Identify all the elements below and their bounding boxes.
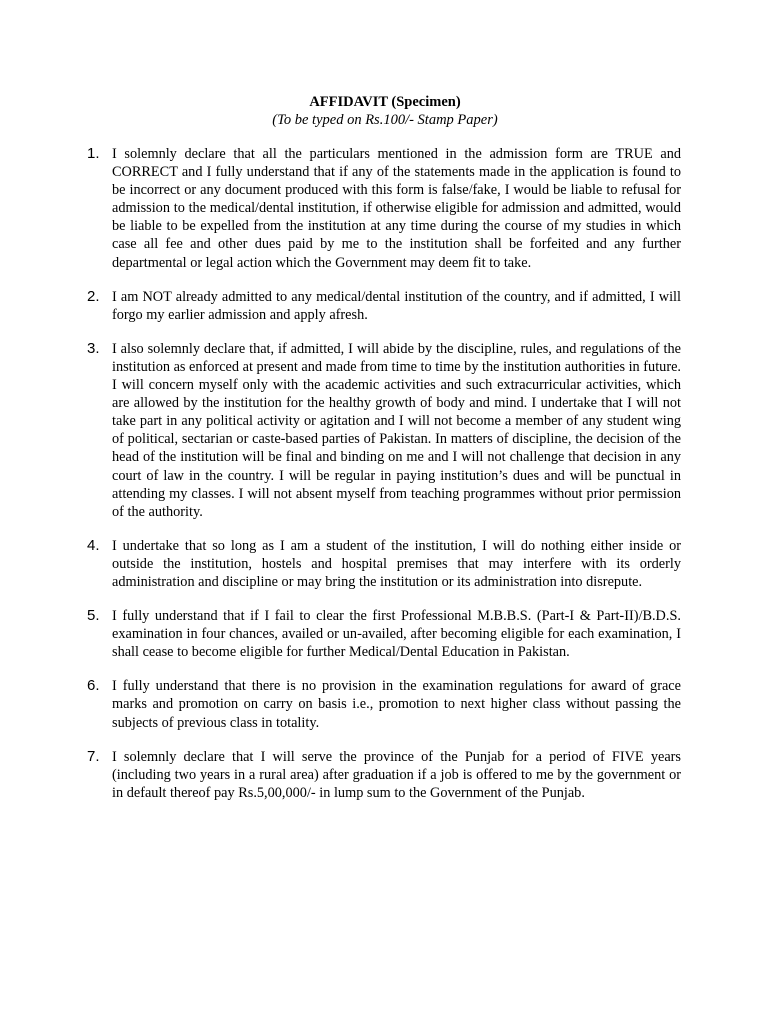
clause-number: 7.: [87, 747, 100, 765]
clause-number: 2.: [87, 287, 100, 305]
clause-list: [87, 145, 681, 818]
clause-number: 4.: [87, 536, 100, 554]
clause-number: 6.: [87, 677, 100, 695]
clause-number: 3.: [87, 339, 100, 357]
clause-number: 1.: [87, 145, 100, 162]
document-subtitle: (To be typed on Rs.100/- Stamp Paper): [272, 112, 498, 128]
clause-3: [87, 340, 681, 521]
clause-text: I solemnly declare that all the particulars mentioned in the admission form are TRUE and CORRECT and I fully understand that if any of the statements made in the application is found to be incorrect or any document produced with this form is false/fake, I would be liable to refusal for admission to the medical/dental institution, if otherwise eligible for admission and admitted, would be liable to be expelled from the institution at any time during the course of my studies in which case all fee and other dues paid by me to the institution shall be forfeited and any further departmental or legal action which the Government may deem fit to take.: [112, 146, 681, 271]
clause-4: [87, 537, 681, 591]
clause-5: [87, 607, 681, 661]
clause-2: [87, 288, 681, 324]
clause-6: [87, 677, 681, 731]
document-title: AFFIDAVIT (Specimen): [309, 94, 461, 110]
clause-text: I fully understand that there is no provision in the examination regulations for award of grace marks and promotion on carry on basis i.e., promotion to next higher class without passing the subjects of previous class in totality.: [112, 678, 681, 731]
clause-text: I am NOT already admitted to any medical/dental institution of the country, and if admitted, I will forgo my earlier admission and apply afresh.: [112, 288, 681, 323]
clause-text: I solemnly declare that I will serve the province of the Punjab for a period of FIVE years (including two years in a rural area) after graduation if a job is offered to me by the government or in default thereof pay Rs.5,00,000/- in lump sum to the Government of the Punjab.: [112, 748, 681, 801]
clause-1: [87, 145, 681, 272]
clause-text: I fully understand that if I fail to clear the first Professional M.B.B.S. (Part-I & Part-II)/B.D.S. examination in four chances, availed or un-availed, after becoming eligible for each examination, I shall cease to become eligible for further Medical/Dental Education in Pakistan.: [112, 608, 681, 661]
clause-number: 5.: [87, 607, 100, 625]
clause-text: I undertake that so long as I am a student of the institution, I will do nothing either inside or outside the institution, hostels and hospital premises that may interfere with its orderly administration and discipline or may bring the institution or its administration into disrepute.: [112, 537, 681, 590]
clause-7: [87, 748, 681, 802]
clause-text: I also solemnly declare that, if admitted, I will abide by the discipline, rules, and regulations of the institution as enforced at present and made from time to time by the institution authorities in future. I will concern myself only with the academic activities and such extracurricular activities, which are allowed by the institution for the healthy growth of body and mind. I undertake that I will not take part in any political activity or agitation and I will not become a member of any student wing of political, sectarian or caste-based parties of Pakistan. In matters of discipline, the decision of the head of the institution will be final and binding on me and I will not challenge that decision in any court of law in the country. I will be regular in paying institution’s dues and will be punctual in attending my classes. I will not absent myself from teaching programmes without prior permission of the authority.: [112, 340, 681, 520]
